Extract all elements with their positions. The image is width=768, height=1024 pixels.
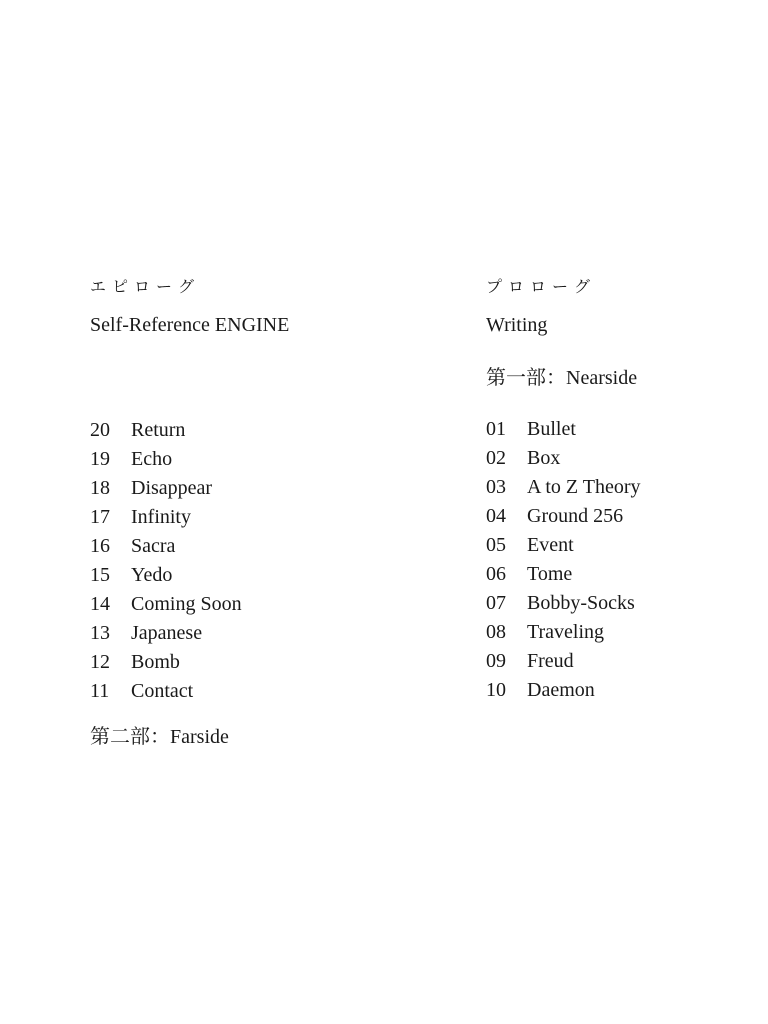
epilogue-kana-label: エピローグ <box>90 279 201 296</box>
chapter-number: 16 <box>90 535 110 557</box>
prologue-column <box>486 276 746 705</box>
chapter-number: 20 <box>90 419 110 441</box>
chapter-number: 13 <box>90 622 110 644</box>
chapter-title: Box <box>527 447 561 469</box>
chapter-number: 18 <box>90 477 110 499</box>
chapter-title: Traveling <box>527 621 605 643</box>
chapter-row <box>90 619 420 648</box>
chapter-row <box>90 590 420 619</box>
chapter-row <box>486 676 746 705</box>
part-two-heading: 第二部：Farside <box>90 726 229 748</box>
part-one-heading: 第一部：Nearside <box>486 367 638 389</box>
chapter-number: 10 <box>486 679 506 701</box>
chapter-title: A to Z Theory <box>527 476 641 498</box>
nearside-chapter-list <box>486 415 746 705</box>
epilogue-heading: Self-Reference ENGINE <box>90 314 290 336</box>
chapter-title: Freud <box>527 650 574 672</box>
chapter-title: Sacra <box>131 535 176 557</box>
chapter-row <box>486 618 746 647</box>
chapter-row <box>486 647 746 676</box>
chapter-title: Event <box>527 534 574 556</box>
chapter-number: 05 <box>486 534 506 556</box>
chapter-number: 11 <box>90 680 110 702</box>
chapter-title: Yedo <box>131 564 173 586</box>
chapter-number: 01 <box>486 418 506 440</box>
chapter-number: 15 <box>90 564 110 586</box>
chapter-number: 19 <box>90 448 110 470</box>
chapter-title: Japanese <box>131 622 203 644</box>
chapter-row <box>486 502 746 531</box>
chapter-title: Bomb <box>131 651 180 673</box>
chapter-row <box>486 444 746 473</box>
chapter-number: 08 <box>486 621 506 643</box>
chapter-number: 03 <box>486 476 506 498</box>
chapter-number: 04 <box>486 505 506 527</box>
chapter-number: 14 <box>90 593 110 615</box>
chapter-row <box>90 416 420 445</box>
chapter-title: Tome <box>527 563 573 585</box>
chapter-title: Return <box>131 419 186 441</box>
chapter-title: Disappear <box>131 477 213 499</box>
chapter-row <box>486 560 746 589</box>
chapter-row <box>90 474 420 503</box>
chapter-row <box>90 532 420 561</box>
chapter-title: Coming Soon <box>131 593 242 615</box>
chapter-row <box>90 445 420 474</box>
chapter-row <box>486 415 746 444</box>
prologue-kana-label: プロローグ <box>486 279 597 296</box>
chapter-row <box>90 561 420 590</box>
prologue-heading: Writing <box>486 314 548 336</box>
chapter-row <box>90 648 420 677</box>
chapter-row <box>486 589 746 618</box>
chapter-number: 07 <box>486 592 506 614</box>
chapter-title: Infinity <box>131 506 191 528</box>
chapter-row <box>90 677 420 706</box>
chapter-row <box>486 531 746 560</box>
chapter-number: 12 <box>90 651 110 673</box>
chapter-number: 17 <box>90 506 110 528</box>
chapter-number: 06 <box>486 563 506 585</box>
chapter-title: Ground 256 <box>527 505 624 527</box>
chapter-title: Bobby-Socks <box>527 592 635 614</box>
farside-chapter-list <box>90 416 420 706</box>
epilogue-column <box>90 276 420 752</box>
chapter-number: 02 <box>486 447 506 469</box>
chapter-title: Echo <box>131 448 173 470</box>
chapter-number: 09 <box>486 650 506 672</box>
chapter-title: Bullet <box>527 418 576 440</box>
chapter-row <box>90 503 420 532</box>
chapter-title: Daemon <box>527 679 595 701</box>
chapter-row <box>486 473 746 502</box>
chapter-title: Contact <box>131 680 194 702</box>
